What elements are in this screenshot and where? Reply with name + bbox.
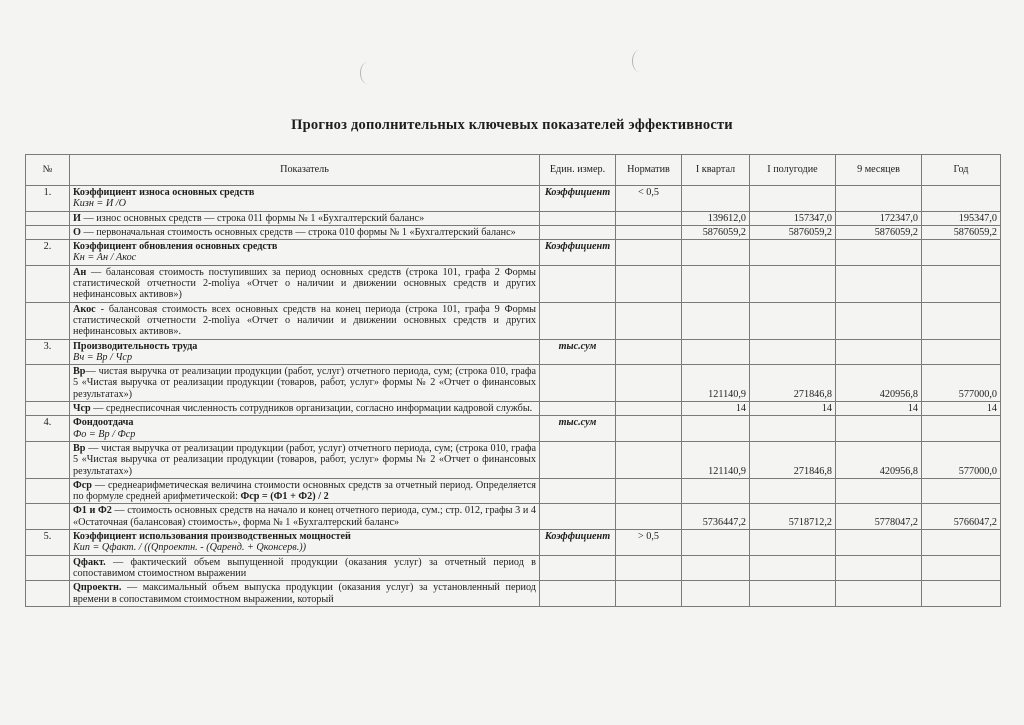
header-h1: I полугодие — [750, 155, 836, 186]
component-formula: Фср = (Ф1 + Ф2) / 2 — [237, 491, 329, 503]
component-description — [70, 441, 540, 478]
row-number — [26, 441, 70, 478]
indicator-formula: Кип = Qфакт. / ((Qпроектн. - (Qаренд. + Qконсерв.)) — [73, 542, 307, 554]
value-cell — [750, 478, 836, 504]
indicator-name: Производительность труда — [73, 340, 198, 352]
component-symbol: Чср — [73, 403, 91, 415]
component-row — [26, 441, 1001, 478]
component-description — [70, 211, 540, 225]
component-symbol: Ф1 и Ф2 — [73, 505, 112, 517]
component-symbol: Фср — [73, 479, 92, 491]
indicator-cell — [70, 530, 540, 556]
value-cell — [682, 240, 750, 266]
unit-cell: тыс.сум — [540, 416, 616, 442]
component-symbol: Вр — [73, 442, 86, 454]
header-norm: Норматив — [616, 155, 682, 186]
value-cell: 172347,0 — [836, 211, 922, 225]
value-cell — [682, 265, 750, 302]
value-cell — [750, 265, 836, 302]
indicator-formula: Фо = Вр / Фср — [73, 428, 136, 440]
component-text: — стоимость основных средств на начало и конец отчетного периода, сум.; стр. 012, графы 3 и 4 «Остаточная (балансовая) стоимость», форма № 1 «Бухгалтерский баланс» — [73, 505, 536, 528]
component-description — [70, 581, 540, 607]
component-text: — балансовая стоимость поступивших за период основных средств (строка 101, графа 2 Формы статистической отчетности 2-moliya «Отчет о наличии и движении основных средств и других нефинансовых активов») — [73, 266, 536, 301]
row-number — [26, 265, 70, 302]
unit-cell — [540, 302, 616, 339]
value-cell — [836, 416, 922, 442]
norm-cell — [616, 416, 682, 442]
component-text: — среднесписочная численность сотрудников организации, согласно информации кадровой службы. — [90, 403, 533, 415]
value-cell: 121140,9 — [682, 365, 750, 402]
indicator-row — [26, 186, 1001, 212]
component-row — [26, 302, 1001, 339]
unit-cell — [540, 225, 616, 239]
component-text: - балансовая стоимость всех основных средств на конец периода (строка 101, графа 9 Формы статистической отчетности 2-moliya «Отчет о наличии и движении основных средств и других нефинансовых активов». — [73, 303, 536, 338]
component-description — [70, 302, 540, 339]
value-cell — [750, 530, 836, 556]
component-text: — максимальный объем выпуска продукции (оказания услуг) за установленный период времени в сопоставимом стоимостном выражении, который — [73, 582, 536, 605]
header-unit: Един. измер. — [540, 155, 616, 186]
value-cell: 577000,0 — [922, 441, 1001, 478]
value-cell — [682, 555, 750, 581]
value-cell — [836, 186, 922, 212]
component-description — [70, 555, 540, 581]
value-cell: 14 — [750, 402, 836, 416]
value-cell: 195347,0 — [922, 211, 1001, 225]
unit-cell — [540, 478, 616, 504]
indicator-cell — [70, 186, 540, 212]
component-description — [70, 265, 540, 302]
header-q1: I квартал — [682, 155, 750, 186]
component-row — [26, 402, 1001, 416]
row-number — [26, 555, 70, 581]
value-cell — [750, 186, 836, 212]
indicator-row — [26, 416, 1001, 442]
component-symbol: И — [73, 212, 81, 224]
row-number: 4. — [26, 416, 70, 442]
component-row — [26, 211, 1001, 225]
component-description — [70, 402, 540, 416]
value-cell — [836, 530, 922, 556]
component-description — [70, 504, 540, 530]
kpi-table — [25, 154, 1001, 607]
value-cell — [836, 265, 922, 302]
indicator-row — [26, 240, 1001, 266]
value-cell: 5876059,2 — [922, 225, 1001, 239]
value-cell: 14 — [922, 402, 1001, 416]
unit-cell: тыс.сум — [540, 339, 616, 365]
value-cell: 577000,0 — [922, 365, 1001, 402]
component-row — [26, 265, 1001, 302]
component-symbol: Акос — [73, 303, 96, 315]
value-cell — [682, 339, 750, 365]
value-cell: 420956,8 — [836, 365, 922, 402]
value-cell: 14 — [682, 402, 750, 416]
value-cell — [836, 581, 922, 607]
value-cell — [750, 240, 836, 266]
indicator-cell — [70, 339, 540, 365]
value-cell — [682, 416, 750, 442]
component-text: — первоначальная стоимость основных средств — строка 010 формы № 1 «Бухгалтерский баланс» — [80, 226, 516, 238]
value-cell: 157347,0 — [750, 211, 836, 225]
value-cell: 271846,8 — [750, 441, 836, 478]
value-cell — [922, 186, 1001, 212]
value-cell — [682, 530, 750, 556]
header-9m: 9 месяцев — [836, 155, 922, 186]
indicator-formula: Вч = Вр / Чср — [73, 351, 133, 363]
value-cell — [922, 555, 1001, 581]
row-number: 5. — [26, 530, 70, 556]
unit-cell — [540, 581, 616, 607]
value-cell: 121140,9 — [682, 441, 750, 478]
document-title: Прогноз дополнительных ключевых показателей эффективности — [291, 117, 733, 133]
unit-cell — [540, 365, 616, 402]
row-number — [26, 211, 70, 225]
value-cell — [922, 530, 1001, 556]
value-cell — [682, 478, 750, 504]
row-number: 1. — [26, 186, 70, 212]
norm-cell: < 0,5 — [616, 186, 682, 212]
component-symbol: Qпроектн. — [73, 582, 122, 594]
indicator-formula: Кн = Ан / Акос — [73, 252, 137, 264]
norm-cell — [616, 240, 682, 266]
unit-cell — [540, 504, 616, 530]
norm-cell — [616, 365, 682, 402]
unit-cell: Коэффициент — [540, 530, 616, 556]
component-text: — износ основных средств — строка 011 формы № 1 «Бухгалтерский баланс» — [80, 212, 425, 224]
row-number — [26, 225, 70, 239]
norm-cell — [616, 504, 682, 530]
value-cell — [922, 581, 1001, 607]
norm-cell — [616, 555, 682, 581]
indicator-cell — [70, 240, 540, 266]
unit-cell: Коэффициент — [540, 186, 616, 212]
component-text: — чистая выручка от реализации продукции (работ, услуг) отчетного периода, сум; (строка 010, графа 5 «Чистая выручка от реализации продукции (товаров, работ, услуг» формы № 2 «Отчет о финансовых результатах») — [73, 366, 536, 400]
value-cell — [750, 416, 836, 442]
value-cell: 139612,0 — [682, 211, 750, 225]
component-text: — чистая выручка от реализации продукции (работ, услуг) отчетного периода, сум; (строка 010, графа 5 «Чистая выручка от реализации продукции (товаров, работ, услуг» формы № 2 «Отчет о финансовых результатах») — [73, 442, 536, 477]
component-row — [26, 225, 1001, 239]
header-num: № — [26, 155, 70, 186]
norm-cell — [616, 225, 682, 239]
component-description — [70, 225, 540, 239]
norm-cell — [616, 265, 682, 302]
value-cell: 5876059,2 — [836, 225, 922, 239]
unit-cell — [540, 265, 616, 302]
value-cell: 5876059,2 — [682, 225, 750, 239]
table-header-row — [26, 155, 1001, 186]
row-number — [26, 402, 70, 416]
norm-cell — [616, 302, 682, 339]
value-cell — [750, 555, 836, 581]
value-cell: 271846,8 — [750, 365, 836, 402]
value-cell — [836, 478, 922, 504]
punch-hole-left — [360, 62, 375, 84]
norm-cell — [616, 339, 682, 365]
component-row — [26, 478, 1001, 504]
value-cell — [836, 555, 922, 581]
value-cell: 5766047,2 — [922, 504, 1001, 530]
component-description — [70, 365, 540, 402]
header-indicator: Показатель — [70, 155, 540, 186]
value-cell — [750, 302, 836, 339]
value-cell: 5876059,2 — [750, 225, 836, 239]
norm-cell: > 0,5 — [616, 530, 682, 556]
value-cell — [836, 302, 922, 339]
norm-cell — [616, 581, 682, 607]
row-number — [26, 365, 70, 402]
unit-cell — [540, 402, 616, 416]
row-number: 2. — [26, 240, 70, 266]
value-cell — [682, 186, 750, 212]
component-row — [26, 365, 1001, 402]
indicator-row — [26, 530, 1001, 556]
value-cell — [922, 240, 1001, 266]
indicator-formula: Кизн = И /О — [73, 198, 126, 210]
value-cell — [922, 302, 1001, 339]
component-text: — среднеарифметическая величина стоимости основных средств за отчетный период. Определяется по формуле средней арифметической: — [73, 479, 536, 503]
component-row — [26, 555, 1001, 581]
value-cell — [922, 265, 1001, 302]
component-symbol: Вр — [73, 366, 86, 378]
row-number — [26, 302, 70, 339]
value-cell — [922, 478, 1001, 504]
indicator-name: Коэффициент использования производственных мощностей — [73, 531, 351, 543]
indicator-name: Коэффициент износа основных средств — [73, 187, 255, 198]
punch-hole-right — [632, 50, 647, 72]
row-number — [26, 504, 70, 530]
value-cell — [836, 240, 922, 266]
value-cell: 5778047,2 — [836, 504, 922, 530]
component-symbol: О — [73, 226, 81, 238]
value-cell: 420956,8 — [836, 441, 922, 478]
component-symbol: Ан — [73, 266, 87, 278]
norm-cell — [616, 441, 682, 478]
value-cell — [682, 302, 750, 339]
unit-cell: Коэффициент — [540, 240, 616, 266]
component-row — [26, 504, 1001, 530]
row-number — [26, 581, 70, 607]
component-text: — фактический объем выпущенной продукции (оказания услуг) за отчетный период в сопоставимом стоимостном выражении — [73, 556, 536, 579]
norm-cell — [616, 478, 682, 504]
norm-cell — [616, 211, 682, 225]
value-cell — [750, 339, 836, 365]
value-cell — [750, 581, 836, 607]
component-row — [26, 581, 1001, 607]
norm-cell — [616, 402, 682, 416]
indicator-cell — [70, 416, 540, 442]
value-cell: 14 — [836, 402, 922, 416]
value-cell — [836, 339, 922, 365]
value-cell — [682, 581, 750, 607]
row-number: 3. — [26, 339, 70, 365]
unit-cell — [540, 211, 616, 225]
unit-cell — [540, 555, 616, 581]
unit-cell — [540, 441, 616, 478]
value-cell — [922, 339, 1001, 365]
value-cell: 5718712,2 — [750, 504, 836, 530]
header-year: Год — [922, 155, 1001, 186]
value-cell — [922, 416, 1001, 442]
value-cell: 5736447,2 — [682, 504, 750, 530]
row-number — [26, 478, 70, 504]
component-symbol: Qфакт. — [73, 556, 106, 568]
indicator-name: Фондоотдача — [73, 417, 134, 429]
component-description — [70, 478, 540, 504]
indicator-row — [26, 339, 1001, 365]
indicator-name: Коэффициент обновления основных средств — [73, 241, 278, 253]
